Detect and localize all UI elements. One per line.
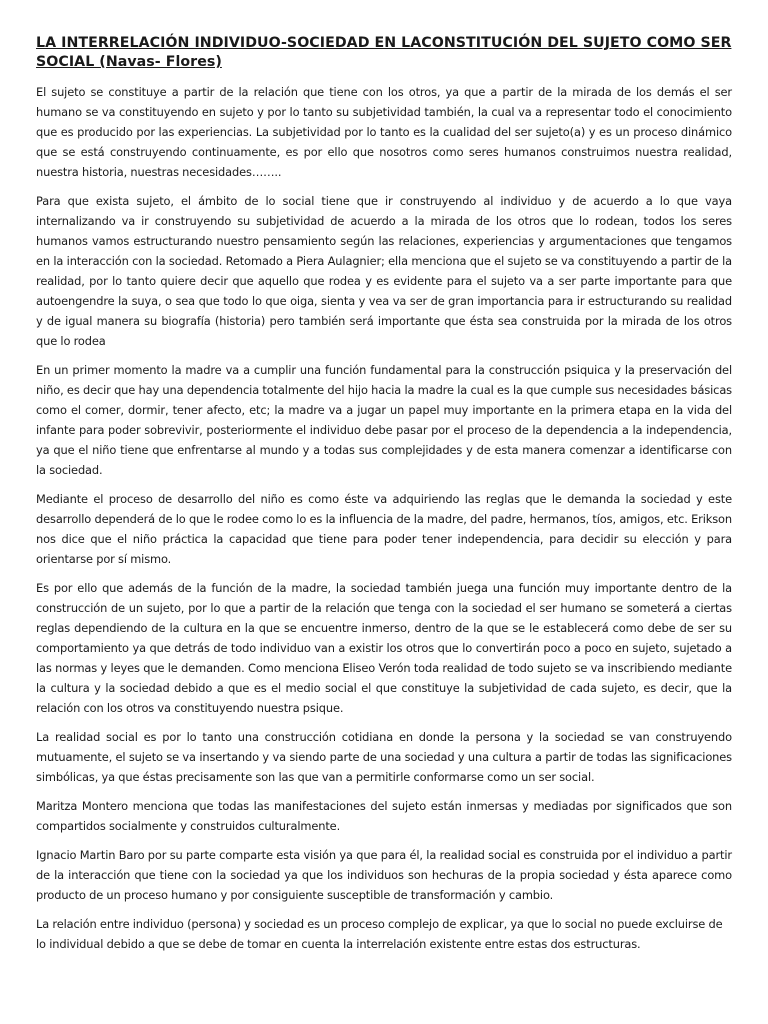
- paragraph: Maritza Montero menciona que todas las manifestaciones del sujeto están inmersas y mediadas por significados que son compartidos socialmente y construidos culturalmente.: [36, 799, 732, 833]
- paragraph: La relación entre individuo (persona) y sociedad es un proceso complejo de explicar, ya que lo social no puede excluirse de lo individual debido a que se debe de tomar en cuenta la interrelación existente entre estas dos estructuras.: [36, 917, 723, 951]
- paragraph: La realidad social es por lo tanto una construcción cotidiana en donde la persona y la sociedad se van construyendo mutuamente, el sujeto se va insertando y va siendo parte de una sociedad y una cultura a partir de todas las significaciones simbólicas, ya que éstas precisamente son las que van a permitirle conformarse como un ser social.: [36, 730, 732, 784]
- document-title: LA INTERRELACIÓN INDIVIDUO-SOCIEDAD EN LACONSTITUCIÓN DEL SUJETO COMO SER SOCIAL (Navas- Flores): [36, 35, 732, 70]
- paragraph: Es por ello que además de la función de la madre, la sociedad también juega una función muy importante dentro de la construcción de un sujeto, por lo que a partir de la relación que tenga con la sociedad el ser humano se someterá a ciertas reglas dependiendo de la cultura en la que se encuentre inmerso, dentro de la que se le establecerá como debe de ser su comportamiento ya que detrás de todo individuo van a existir los otros que lo convertirán poco a poco en sujeto, sujetado a las normas y leyes que le demanden. Como menciona Eliseo Verón toda realidad de todo sujeto se va inscribiendo mediante la cultura y la sociedad debido a que es el medio social el que constituye la subjetividad de cada sujeto, es decir, que la relación con los otros va constituyendo nuestra psique.: [36, 581, 732, 715]
- document-body: [36, 82, 732, 954]
- paragraph: Ignacio Martin Baro por su parte comparte esta visión ya que para él, la realidad social es construida por el individuo a partir de la interacción que tiene con la sociedad ya que los individuos son hechuras de la propia sociedad y ésta aparece como producto de un proceso humano y por consiguiente susceptible de transformación y cambio.: [36, 848, 732, 902]
- paragraph: Para que exista sujeto, el ámbito de lo social tiene que ir construyendo al individuo y de acuerdo a lo que vaya internalizando va ir construyendo su subjetividad de acuerdo a la mirada de los otros que lo rodean, todos los seres humanos vamos estructurando nuestro pensamiento según las relaciones, experiencias y argumentaciones que tengamos en la interacción con la sociedad. Retomado a Piera Aulagnier; ella menciona que el sujeto se va constituyendo a partir de la realidad, por lo tanto quiere decir que aquello que rodea y es evidente para el sujeto va a ser parte importante para que autoengendre la suya, o sea que todo lo que oiga, sienta y vea va ser de gran importancia para ir estructurando su realidad y de igual manera su biografía (historia) pero también será importante que ésta sea construida por la mirada de los otros que lo rodea: [36, 194, 732, 348]
- document-page: [36, 34, 732, 963]
- paragraph: El sujeto se constituye a partir de la relación que tiene con los otros, ya que a partir de la mirada de los demás el ser humano se va constituyendo en sujeto y por lo tanto su subjetividad también, la cual va a representar todo el conocimiento que es producido por las experiencias. La subjetividad por lo tanto es la cualidad del ser sujeto(a) y es un proceso dinámico que se está construyendo continuamente, es por ello que nosotros como seres humanos construimos nuestra realidad, nuestra historia, nuestras necesidades……..: [36, 85, 732, 179]
- paragraph: En un primer momento la madre va a cumplir una función fundamental para la construcción psiquica y la preservación del niño, es decir que hay una dependencia totalmente del hijo hacia la madre la cual es la que cumple sus necesidades básicas como el comer, dormir, tener afecto, etc; la madre va a jugar un papel muy importante en la primera etapa en la vida del infante para poder sobrevivir, posteriormente el individuo debe pasar por el proceso de la dependencia a la independencia, ya que el niño tiene que enfrentarse al mundo y a todas sus complejidades y de esta manera comenzar a identificarse con la sociedad.: [36, 363, 732, 477]
- paragraph: Mediante el proceso de desarrollo del niño es como éste va adquiriendo las reglas que le demanda la sociedad y este desarrollo dependerá de lo que le rodee como lo es la influencia de la madre, del padre, hermanos, tíos, amigos, etc. Erikson nos dice que el niño práctica la capacidad que tiene para poder tener independencia, para decidir su elección y para orientarse por sí mismo.: [36, 492, 732, 566]
